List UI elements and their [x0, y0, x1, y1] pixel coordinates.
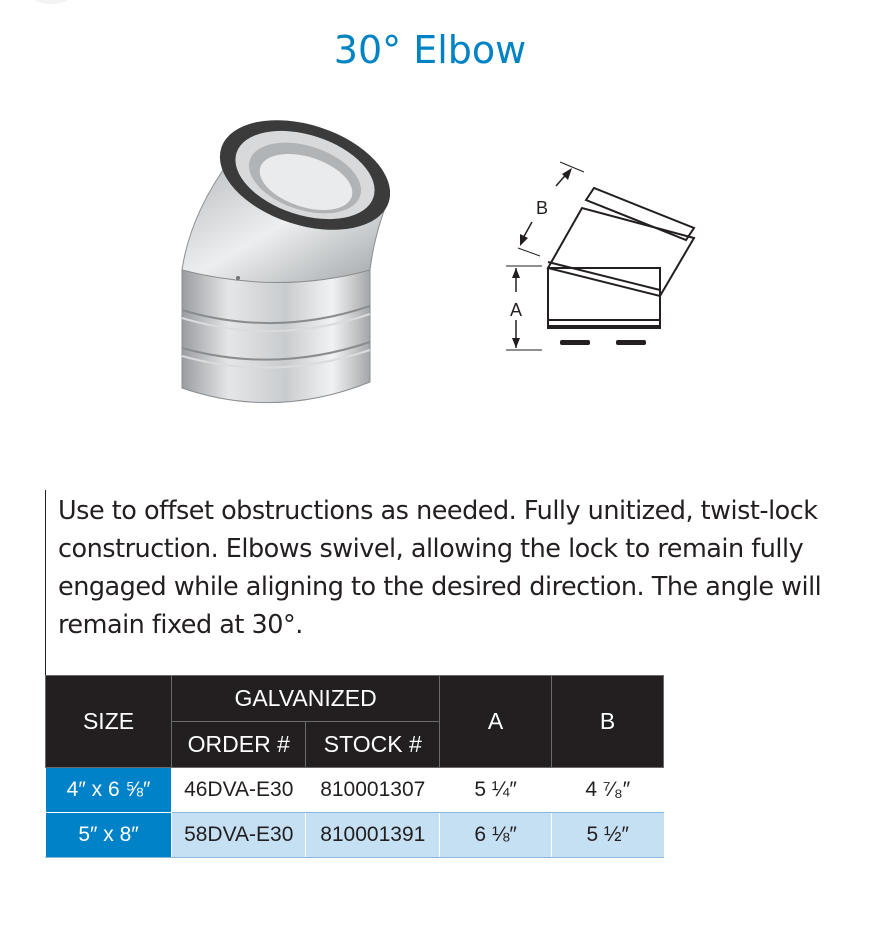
- header-a: A: [440, 676, 552, 768]
- header-size: SIZE: [46, 676, 172, 768]
- b-cell: 5 ½″: [552, 813, 664, 858]
- size-cell: 4″ x 6 ⅝″: [46, 768, 172, 813]
- table-row: [46, 813, 664, 858]
- table-row: [46, 768, 664, 813]
- stock-cell: 810001307: [306, 768, 440, 813]
- dimension-b-label: B: [535, 198, 549, 218]
- a-cell: 6 ⅛″: [440, 813, 552, 858]
- order-cell: 58DVA-E30: [172, 813, 306, 858]
- header-stock: STOCK #: [306, 722, 440, 768]
- a-cell: 5 ¼″: [440, 768, 552, 813]
- specs-table: [45, 675, 664, 858]
- dimension-a-label: A: [509, 300, 523, 320]
- stock-cell: 810001391: [306, 813, 440, 858]
- elbow-product-photo: [170, 120, 390, 430]
- description-rule: [45, 490, 46, 675]
- corner-decoration: [28, 0, 74, 4]
- header-galvanized: GALVANIZED: [172, 676, 440, 722]
- b-cell: 4 ⁷⁄₈″: [552, 768, 664, 813]
- header-order: ORDER #: [172, 722, 306, 768]
- header-b: B: [552, 676, 664, 768]
- product-description: Use to offset obstructions as needed. Fully unitized, twist-lock construction. Elbows swivel, allowing the lock to remain fully engaged while aligning to the desired direction. The angle will remain fixed at 30°.: [58, 496, 822, 640]
- dimension-diagram: [490, 150, 710, 365]
- order-cell: 46DVA-E30: [172, 768, 306, 813]
- size-cell: 5″ x 8″: [46, 813, 172, 858]
- page-title: 30° Elbow: [333, 28, 527, 72]
